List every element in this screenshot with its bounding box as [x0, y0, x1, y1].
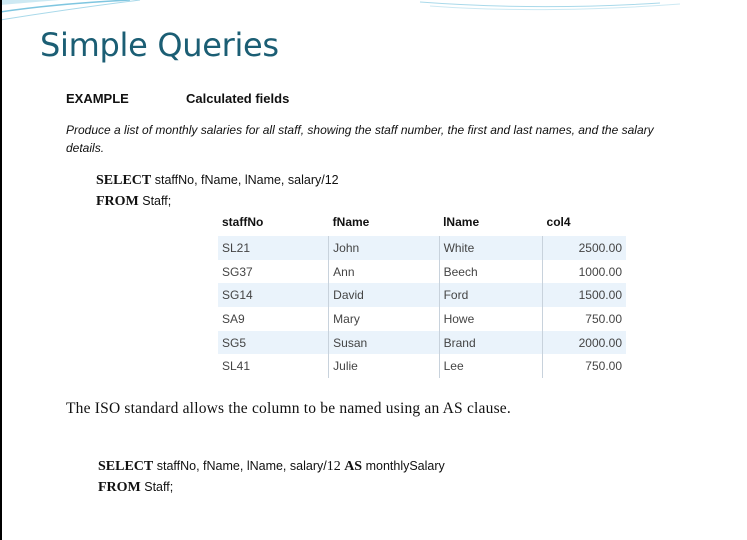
table-header-row: [218, 210, 626, 235]
table-cell: Brand: [439, 331, 542, 355]
column-header-col4: col4: [546, 215, 571, 229]
column-header-staffno: staffNo: [222, 215, 264, 229]
table-cell: 1000.00: [578, 264, 622, 279]
iso-standard-note: The ISO standard allows the column to be named using an AS clause.: [66, 400, 511, 417]
sql-column-alias: monthlySalary: [365, 459, 445, 473]
column-header-fname: fName: [332, 215, 370, 229]
example-label: EXAMPLE: [66, 91, 129, 106]
table-cell: 750.00: [585, 359, 622, 374]
result-table: [218, 210, 626, 378]
table-cell: SL21: [218, 235, 329, 260]
table-cell: SG5: [218, 331, 329, 355]
sql-select-line: [98, 456, 445, 477]
table-cell: White: [439, 235, 542, 260]
table-cell: Ann: [329, 260, 439, 284]
sql-from-keyword: FROM: [98, 480, 141, 495]
sql-query-1: [96, 170, 339, 212]
table-row: [218, 331, 626, 355]
table-row: [218, 283, 626, 307]
column-header-lname: lName: [443, 215, 480, 229]
table-cell: SG14: [218, 283, 329, 307]
table-cell: Ford: [439, 283, 542, 307]
sql-from-table: Staff;: [142, 194, 172, 208]
sql-select-keyword: SELECT: [98, 459, 154, 474]
table-cell: Howe: [439, 307, 542, 331]
slide-title: Simple Queries: [40, 26, 279, 64]
table-cell: 2500.00: [543, 235, 626, 260]
left-border-line: [0, 0, 2, 540]
sql-from-line: [98, 477, 445, 498]
sql-as-keyword: AS: [344, 459, 363, 474]
example-description: Produce a list of monthly salaries for all staff, showing the staff number, the first and last names, and the salary details.: [66, 123, 654, 155]
sql-select-fields: staffNo, fName, lName, salary/12: [154, 173, 339, 187]
example-heading: Calculated fields: [186, 91, 290, 106]
table-row: [218, 260, 626, 284]
sql-from-table: Staff;: [144, 480, 174, 494]
table-cell: SG37: [218, 260, 329, 284]
table-cell: Julie: [329, 354, 439, 378]
sql-divisor: 12: [326, 459, 341, 474]
sql-query-2: [98, 456, 445, 498]
table-cell: Mary: [329, 307, 439, 331]
sql-select-line: [96, 170, 339, 191]
table-cell: David: [329, 283, 439, 307]
table-row: [218, 235, 626, 260]
table-cell: 2000.00: [543, 331, 626, 355]
table-row: [218, 307, 626, 331]
sql-select-fields: staffNo, fName, lName, salary/: [156, 459, 327, 473]
table-cell: 1500.00: [543, 283, 626, 307]
table-row: [218, 354, 626, 378]
table-cell: 750.00: [585, 311, 622, 326]
table-cell: SL41: [218, 354, 329, 378]
table-cell: SA9: [218, 307, 329, 331]
table-cell: Lee: [439, 354, 542, 378]
table-cell: John: [329, 235, 439, 260]
table-cell: Susan: [329, 331, 439, 355]
sql-from-line: [96, 191, 339, 212]
table-cell: Beech: [439, 260, 542, 284]
sql-select-keyword: SELECT: [96, 173, 152, 188]
sql-from-keyword: FROM: [96, 194, 139, 209]
